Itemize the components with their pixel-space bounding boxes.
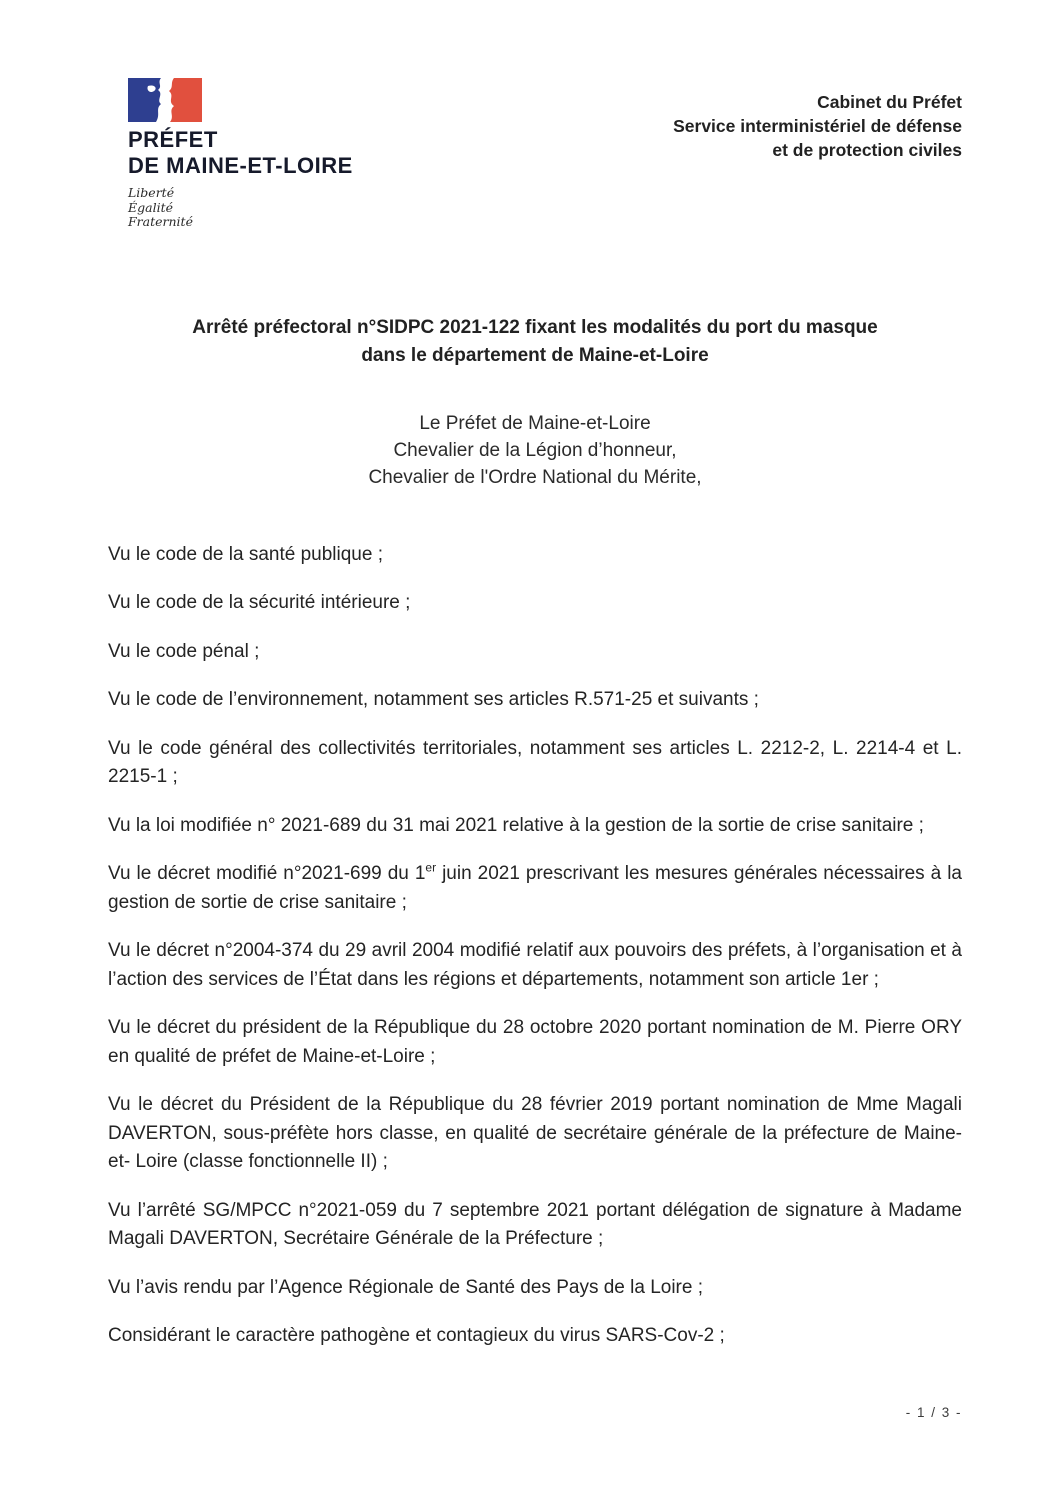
- page-number: - 1 / 3 -: [905, 1405, 962, 1420]
- paragraph-vu-2: Vu le code de la sécurité intérieure ;: [108, 592, 411, 613]
- authority-lines: [108, 410, 962, 491]
- motto-fraternite: Fraternité: [128, 214, 193, 229]
- paragraph-vu-9: Vu le décret du président de la République du 28 octobre 2020 portant nomination de M. Pierre ORY en qualité de préfet de Maine-et-Loire ;: [108, 1017, 962, 1067]
- paragraph-vu-7-post: juin 2021 prescrivant les mesures générales nécessaires à la gestion de sortie de crise sanitaire ;: [108, 863, 962, 913]
- service-line-2: Service interministériel de défense: [673, 116, 962, 136]
- institution-line-2: DE MAINE-ET-LOIRE: [128, 153, 353, 178]
- paragraph-vu-6: Vu la loi modifiée n° 2021-689 du 31 mai 2021 relative à la gestion de la sortie de crise sanitaire ;: [108, 814, 924, 836]
- issuing-service-block: [673, 90, 962, 162]
- paragraph-vu-1: Vu le code de la santé publique ;: [108, 543, 383, 565]
- paragraph-vu-4: Vu le code de l’environnement, notamment ses articles R.571-25 et suivants ;: [108, 689, 759, 710]
- service-line-1: Cabinet du Préfet: [817, 92, 962, 112]
- institution-line-1: PRÉFET: [128, 127, 218, 152]
- paragraph-vu-8: Vu le décret n°2004-374 du 29 avril 2004 modifié relatif aux pouvoirs des préfets, à l’organisation et à l’action des services de l’État dans les régions et départements, notamment son article 1er ;: [108, 940, 962, 990]
- paragraph-vu-7-pre: Vu le décret modifié n°2021-699 du 1: [108, 863, 426, 884]
- paragraph-vu-7: [108, 860, 962, 917]
- document-title-line-1: Arrêté préfectoral n°SIDPC 2021-122 fixant les modalités du port du masque: [192, 316, 878, 338]
- authority-line-2: Chevalier de la Légion d’honneur,: [393, 439, 677, 461]
- institution-name: [128, 127, 353, 179]
- service-line-3: et de protection civiles: [772, 140, 962, 160]
- paragraph-vu-5: Vu le code général des collectivités territoriales, notamment ses articles L. 2212-2, L. 2214-4 et L. 2215-1 ;: [108, 737, 962, 787]
- paragraph-vu-12: Vu l’avis rendu par l’Agence Régionale de Santé des Pays de la Loire ;: [108, 1276, 704, 1298]
- prefecture-logo-block: [128, 78, 353, 230]
- republic-motto: [128, 186, 353, 230]
- document-title: [108, 314, 962, 370]
- paragraph-vu-3: Vu le code pénal ;: [108, 640, 260, 662]
- authority-line-1: Le Préfet de Maine-et-Loire: [419, 412, 651, 434]
- document-title-line-2: dans le département de Maine-et-Loire: [361, 344, 709, 366]
- french-flag-marianne-icon: [128, 78, 202, 122]
- motto-liberte: Liberté: [128, 185, 175, 200]
- paragraph-vu-10: Vu le décret du Président de la République du 28 février 2019 portant nomination de Mme Magali DAVERTON, sous-préfète hors classe, en qualité de secrétaire générale de la préfecture de Maine-et- Loire (classe fonctionnelle II) ;: [108, 1094, 962, 1172]
- page-header: [108, 78, 962, 230]
- motto-egalite: Égalité: [128, 199, 173, 215]
- paragraph-considerant: Considérant le caractère pathogène et contagieux du virus SARS-Cov-2 ;: [108, 1325, 725, 1346]
- paragraph-vu-11: Vu l’arrêté SG/MPCC n°2021-059 du 7 septembre 2021 portant délégation de signature à Madame Magali DAVERTON, Secrétaire Générale de la Préfecture ;: [108, 1199, 962, 1249]
- document-body: [108, 541, 962, 1351]
- authority-line-3: Chevalier de l'Ordre National du Mérite,: [368, 466, 702, 488]
- ordinal-superscript: er: [425, 860, 437, 875]
